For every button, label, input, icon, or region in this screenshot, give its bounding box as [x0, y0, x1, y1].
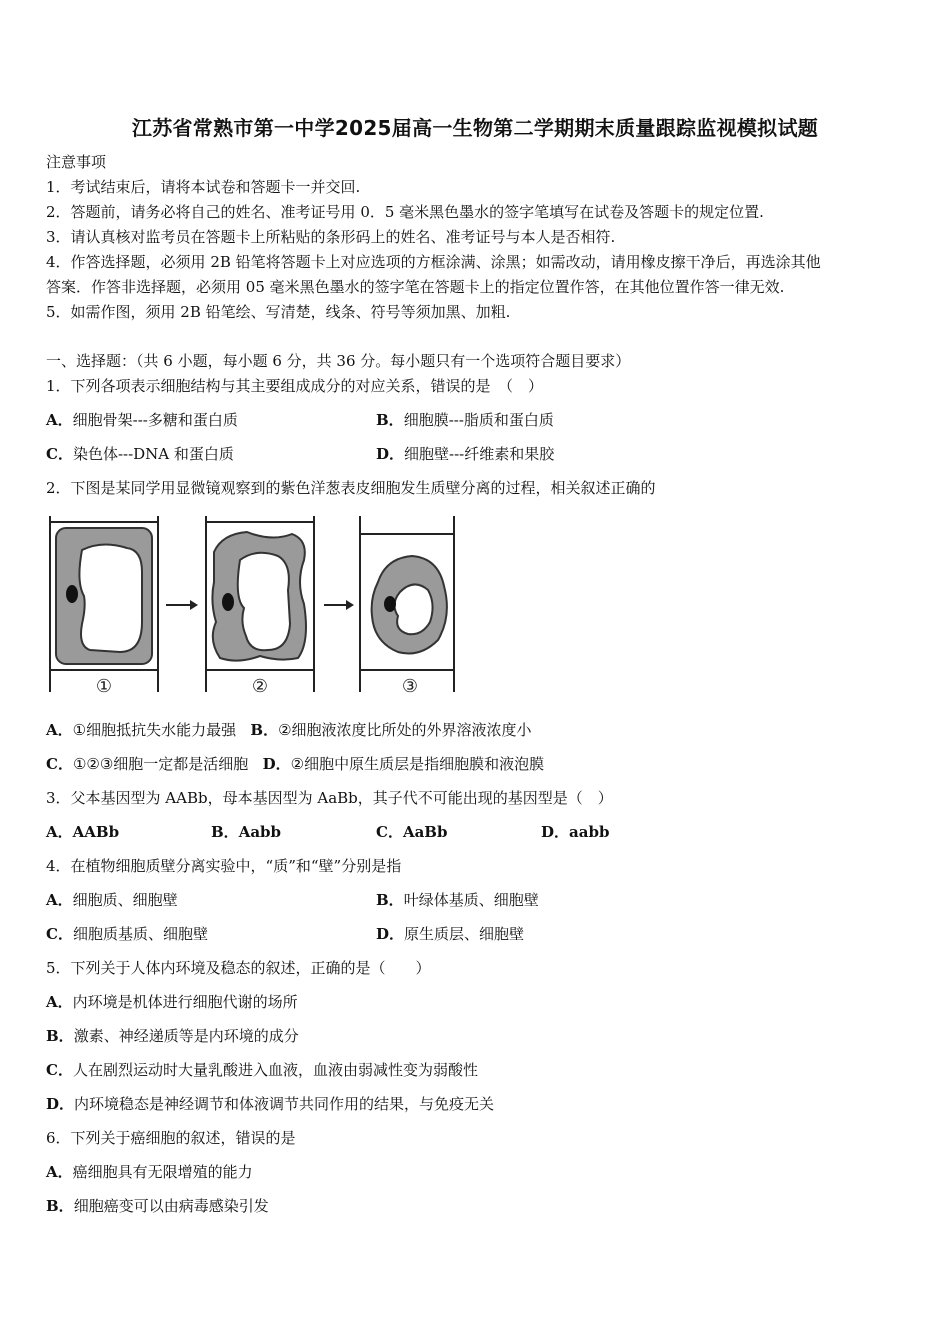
q2-option-cd: C．①②③细胞一定都是活细胞 D．②细胞中原生质层是指细胞膜和液泡膜 [46, 755, 545, 773]
question-2-stem: 2．下图是某同学用显微镜观察到的紫色洋葱表皮细胞发生质壁分离的过程，相关叙述正确的 [46, 479, 656, 497]
label-1: ① [95, 676, 113, 697]
q5-option-b: B．激素、神经递质等是内环境的成分 [46, 1027, 299, 1045]
label-3: ③ [401, 676, 419, 697]
notice-line-4: 4．作答选择题，必须用 2B 铅笔将答题卡上对应选项的方框涂满、涂黑；如需改动，请用橡皮擦干净后，再选涂其他 [46, 253, 821, 271]
q3-option-c: C．AaBb [376, 823, 448, 841]
exam-title: 江苏省常熟市第一中学2025届高一生物第二学期期末质量跟踪监视模拟试题 [131, 116, 819, 140]
question-4-stem: 4．在植物细胞质壁分离实验中，“质”和“壁”分别是指 [46, 857, 402, 875]
question-1-stem: 1．下列各项表示细胞结构与其主要组成成分的对应关系，错误的是 （ ） [46, 377, 544, 395]
plasmolysis-diagram [42, 512, 462, 702]
q5-option-a: A．内环境是机体进行细胞代谢的场所 [46, 993, 298, 1011]
q5-option-c: C．人在剧烈运动时大量乳酸进入血液，血液由弱减性变为弱酸性 [46, 1061, 478, 1079]
section-heading: 一、选择题：（共 6 小题，每小题 6 分，共 36 分。每小题只有一个选项符合题目要求） [46, 352, 631, 370]
notice-line-6: 5．如需作图，须用 2B 铅笔绘、写清楚，线条、符号等须加黑、加粗. [46, 303, 511, 321]
q4-option-c: C．细胞质基质、细胞壁 [46, 925, 208, 943]
q6-option-a: A．癌细胞具有无限增殖的能力 [46, 1163, 253, 1181]
q6-option-b: B．细胞癌变可以由病毒感染引发 [46, 1197, 269, 1215]
notice-line-1: 1．考试结束后，请将本试卷和答题卡一并交回. [46, 178, 361, 196]
arrow-1 [166, 600, 198, 610]
label-2: ② [251, 676, 269, 697]
q1-option-c: C．染色体---DNA 和蛋白质 [46, 445, 234, 463]
question-3-stem: 3．父本基因型为 AABb，母本基因型为 AaBb，其子代不可能出现的基因型是（ ） [46, 789, 613, 807]
q5-option-d: D．内环境稳态是神经调节和体液调节共同作用的结果，与免疫无关 [46, 1095, 495, 1113]
q3-option-b: B．Aabb [211, 823, 282, 841]
notice-line-5: 答案．作答非选择题，必须用 05 毫米黑色墨水的签字笔在答题卡上的指定位置作答，在其他位置作答一律无效. [46, 278, 785, 296]
q4-option-a: A．细胞质、细胞壁 [46, 891, 178, 909]
arrow-2 [324, 600, 354, 610]
cell-1 [50, 516, 158, 692]
plasmolysis-figure [42, 512, 462, 706]
q3-option-a: A．AABb [46, 823, 120, 841]
q1-option-b: B．细胞膜---脂质和蛋白质 [376, 411, 554, 429]
question-5-stem: 5．下列关于人体内环境及稳态的叙述，正确的是（ ） [46, 959, 431, 977]
cell-2 [206, 516, 314, 692]
q4-option-b: B．叶绿体基质、细胞壁 [376, 891, 539, 909]
q4-option-d: D．原生质层、细胞壁 [376, 925, 525, 943]
cell-3 [360, 516, 454, 692]
question-6-stem: 6．下列关于癌细胞的叙述，错误的是 [46, 1129, 296, 1147]
q1-option-a: A．细胞骨架---多糖和蛋白质 [46, 411, 238, 429]
q2-option-ab: A．①细胞抵抗失水能力最强 B．②细胞液浓度比所处的外界溶液浓度小 [46, 721, 532, 739]
q1-option-d: D．细胞壁---纤维素和果胶 [376, 445, 555, 463]
q3-option-d: D．aabb [541, 823, 610, 841]
notice-line-2: 2．答题前，请务必将自己的姓名、准考证号用 0．5 毫米黑色墨水的签字笔填写在试卷及答题卡的规定位置. [46, 203, 764, 221]
notice-heading: 注意事项 [46, 153, 107, 171]
notice-line-3: 3．请认真核对监考员在答题卡上所粘贴的条形码上的姓名、准考证号与本人是否相符. [46, 228, 616, 246]
